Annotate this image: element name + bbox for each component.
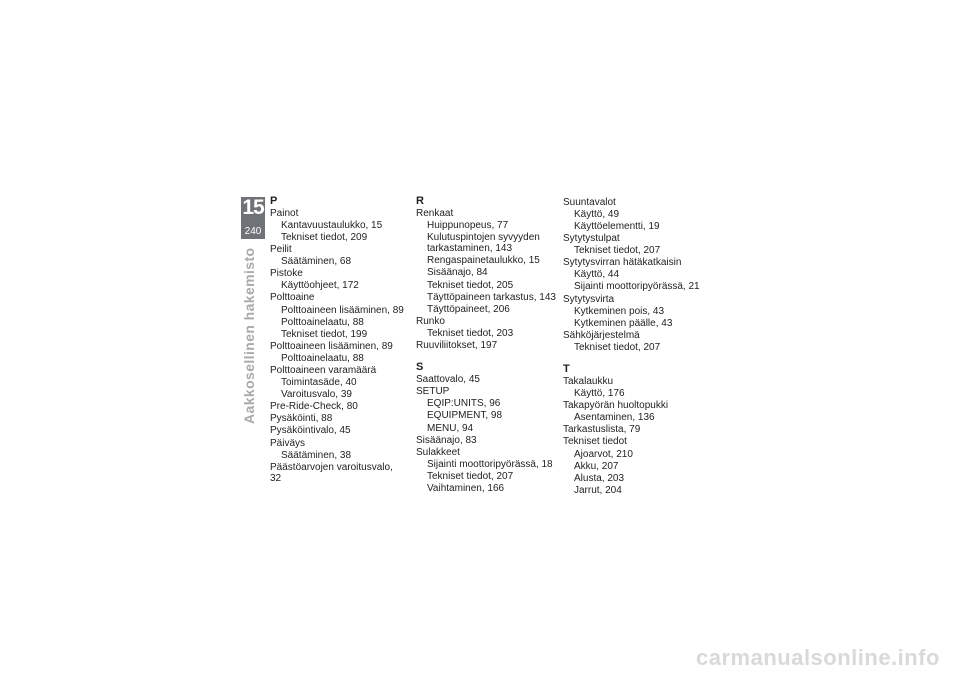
index-entry-title: Pre-Ride-Check, 80 — [270, 401, 358, 413]
chapter-title: Aakkosellinen hakemisto — [241, 248, 257, 425]
index-entry-title: Sisäänajo, 83 — [416, 434, 477, 446]
index-subentry: Täyttöpaineen tarkastus, 143 — [427, 291, 556, 303]
index-subentry: Käyttöelementti, 19 — [574, 220, 660, 232]
index-entry-title: Sähköjärjestelmä — [563, 329, 640, 341]
index-subentry: Kytkeminen pois, 43 — [574, 305, 665, 317]
index-entry — [563, 294, 703, 329]
index-entry — [563, 197, 703, 232]
index-subentry: Tekniset tiedot, 203 — [427, 327, 514, 339]
index-subentry: Tekniset tiedot, 205 — [427, 279, 514, 291]
index-subentry: Kulutuspintojen syvyyden tarkastaminen, 143 — [427, 231, 540, 255]
index-subentry: Käyttöohjeet, 172 — [281, 280, 359, 292]
index-entry-title: Renkaat — [416, 207, 454, 219]
index-entry-title: SETUP — [416, 386, 450, 398]
index-entry — [563, 424, 703, 435]
index-column-3 — [563, 196, 703, 496]
index-entry — [270, 438, 405, 461]
index-subentry: Tekniset tiedot, 209 — [281, 231, 368, 243]
index-entry-title: Pistoke — [270, 268, 303, 280]
index-entry-title: Takalaukku — [563, 376, 614, 388]
index-subentry: Tekniset tiedot, 207 — [574, 341, 661, 353]
index-entry-title: Pysäköintivalo, 45 — [270, 425, 351, 437]
index-subentry: Akku, 207 — [574, 460, 619, 472]
index-entry-title: Painot — [270, 207, 299, 219]
index-entry — [563, 233, 703, 256]
index-entry-title: Polttoaineen lisääminen, 89 — [270, 340, 393, 352]
index-entry-title: Sytytysvirta — [563, 293, 615, 305]
index-entry — [563, 376, 703, 399]
index-entry-title: Sytytystulpat — [563, 233, 620, 245]
index-entry — [416, 386, 556, 434]
index-subentry: Jarrut, 204 — [574, 484, 622, 496]
index-subentry: Tekniset tiedot, 207 — [427, 470, 514, 482]
index-entry-title: Päiväys — [270, 437, 306, 449]
index-subentry: Polttoainelaatu, 88 — [281, 352, 364, 364]
index-subentry: Tekniset tiedot, 199 — [281, 328, 368, 340]
index-entry-title: Sulakkeet — [416, 446, 460, 458]
index-entry — [563, 330, 703, 353]
index-entry — [270, 292, 405, 340]
index-entry-title: Takapyörän huoltopukki — [563, 400, 669, 412]
index-subentry: Kytkeminen päälle, 43 — [574, 317, 673, 329]
index-entry — [270, 401, 405, 412]
index-entry — [416, 447, 556, 495]
index-entry-title: Ruuviliitokset, 197 — [416, 340, 498, 352]
watermark: carmanualsonline.info — [696, 645, 940, 670]
index-column-1 — [270, 196, 405, 484]
index-entry — [270, 208, 405, 243]
index-entry — [416, 374, 556, 385]
index-entry — [270, 244, 405, 267]
index-subentry: Polttoainelaatu, 88 — [281, 316, 364, 328]
index-entry-title: Tarkastuslista, 79 — [563, 424, 641, 436]
index-entry — [563, 436, 703, 496]
index-entry-title: Sytytysvirran hätäkatkaisin — [563, 257, 682, 269]
index-subentry: Säätäminen, 38 — [281, 449, 352, 461]
index-subentry: Täyttöpaineet, 206 — [427, 303, 510, 315]
index-entry — [270, 462, 405, 485]
index-entry-title: Tekniset tiedot — [563, 436, 627, 448]
index-subentry: Kantavuustaulukko, 15 — [281, 219, 383, 231]
index-subentry: Varoitusvalo, 39 — [281, 389, 352, 401]
index-entry — [270, 341, 405, 364]
index-entry-title: Runko — [416, 315, 445, 327]
index-entry — [563, 257, 703, 292]
index-subentry: Huippunopeus, 77 — [427, 219, 509, 231]
index-subentry: Asentaminen, 136 — [574, 412, 655, 424]
index-subentry: EQUIPMENT, 98 — [427, 410, 503, 422]
index-subentry: Tekniset tiedot, 207 — [574, 245, 661, 257]
index-subentry: Sisäänajo, 84 — [427, 267, 488, 279]
index-entry-title: Päästöarvojen varoitusvalo, 32 — [270, 461, 393, 485]
index-subentry: Säätäminen, 68 — [281, 256, 352, 268]
index-entry — [270, 268, 405, 291]
index-entry — [270, 425, 405, 436]
index-entry — [416, 208, 556, 315]
index-entry — [416, 316, 556, 339]
index-letter: P — [270, 195, 278, 207]
index-subentry: Rengaspainetaulukko, 15 — [427, 255, 540, 267]
index-entry-title: Suuntavalot — [563, 196, 616, 208]
index-entry — [270, 413, 405, 424]
index-subentry: Käyttö, 49 — [574, 208, 620, 220]
index-entry — [270, 365, 405, 400]
index-entry-title: Polttoaine — [270, 292, 315, 304]
index-subentry: Toimintasäde, 40 — [281, 377, 357, 389]
index-entry — [563, 400, 703, 423]
index-subentry: MENU, 94 — [427, 422, 474, 434]
index-letter: T — [563, 363, 570, 376]
index-subentry: Sijainti moottoripyörässä, 18 — [427, 458, 553, 470]
index-entry-title: Pysäköinti, 88 — [270, 413, 333, 425]
index-letter: R — [416, 195, 424, 207]
index-subentry: Ajoarvot, 210 — [574, 448, 633, 460]
index-subentry: Vaihtaminen, 166 — [427, 482, 505, 494]
index-subentry: Polttoaineen lisääminen, 89 — [281, 304, 404, 316]
index-entry-title: Peilit — [270, 244, 292, 256]
index-subentry: Käyttö, 176 — [574, 388, 625, 400]
index-subentry: Sijainti moottoripyörässä, 21 — [574, 281, 700, 293]
index-entry — [416, 340, 556, 351]
page-number: 240 — [244, 226, 262, 237]
index-subentry: Käyttö, 44 — [574, 269, 620, 281]
index-entry-title: Saattovalo, 45 — [416, 374, 480, 386]
chapter-number: 15 — [242, 196, 264, 219]
index-entry — [416, 435, 556, 446]
index-letter: S — [416, 361, 424, 374]
index-entry-title: Polttoaineen varamäärä — [270, 365, 377, 377]
index-column-2 — [416, 196, 556, 494]
index-subentry: EQIP:UNITS, 96 — [427, 398, 501, 410]
index-subentry: Alusta, 203 — [574, 472, 625, 484]
